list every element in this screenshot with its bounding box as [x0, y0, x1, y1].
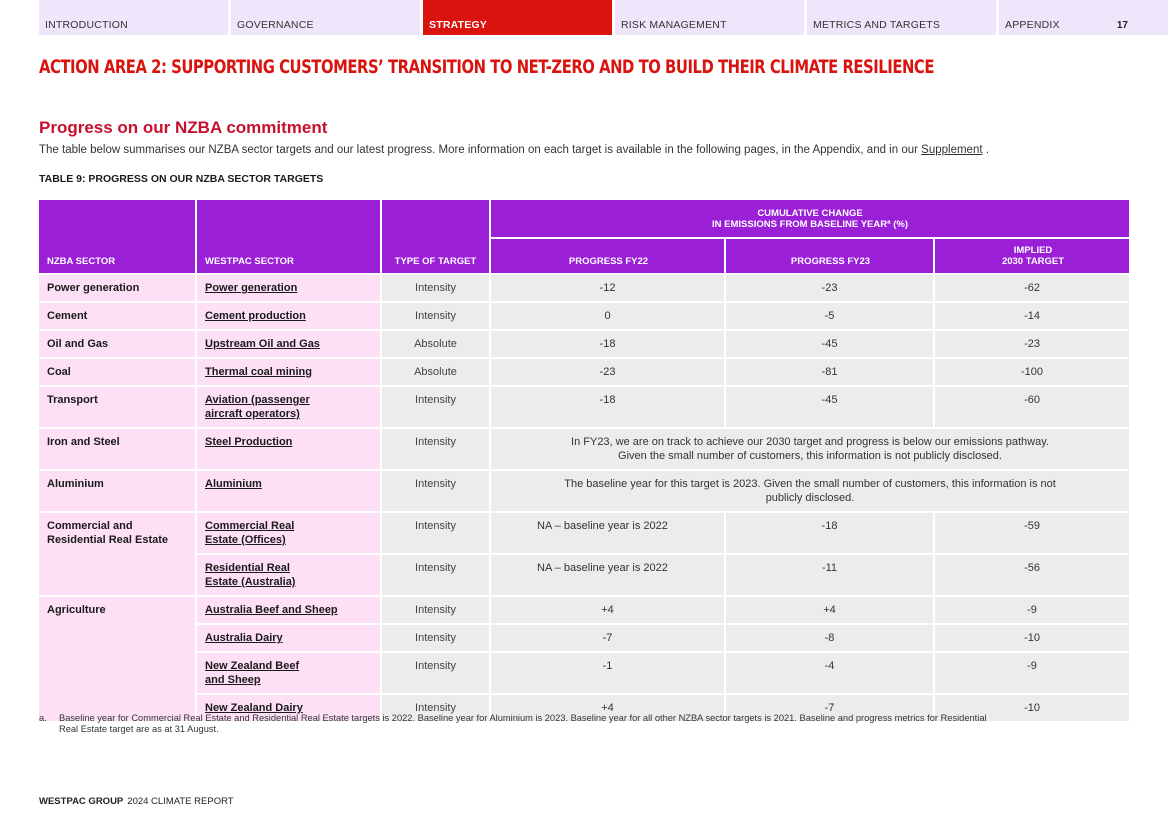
westpac-sector-label-line2: Estate (Australia)	[205, 576, 296, 588]
target-type-cell: Intensity	[382, 303, 489, 329]
nzba-sector-cell: Transport	[39, 387, 195, 427]
westpac-sector-label: Steel Production	[205, 436, 293, 448]
nzba-sector-cell: Agriculture	[39, 597, 195, 721]
fy23-cell: -45	[726, 387, 933, 427]
target-2030-cell: -59	[935, 513, 1129, 553]
disclosure-note-line1: In FY23, we are on track to achieve our 2030 target and progress is below our emissions pathway.	[571, 436, 1049, 448]
section-title: Progress on our NZBA commitment	[39, 118, 328, 137]
intro-end: .	[985, 144, 989, 156]
westpac-sector-link[interactable]	[197, 387, 380, 427]
target-2030-cell: -100	[935, 359, 1129, 385]
westpac-sector-link[interactable]	[197, 625, 380, 651]
table-title: TABLE 9: PROGRESS ON OUR NZBA SECTOR TARGETS	[39, 173, 324, 185]
nzba-targets-table	[37, 198, 1131, 723]
supplement-link[interactable]: Supplement	[921, 144, 983, 156]
header-progress-fy23: PROGRESS FY23	[726, 239, 933, 273]
fy22-cell: -12	[491, 275, 724, 301]
westpac-sector-label-line1: Residential Real	[205, 562, 290, 574]
fy23-cell: +4	[726, 597, 933, 623]
westpac-sector-label-line1: Aviation (passenger	[205, 394, 310, 406]
tab-risk-management[interactable]: RISK MANAGEMENT	[615, 0, 804, 35]
tab-strategy[interactable]: STRATEGY	[423, 0, 612, 35]
westpac-sector-label: Power generation	[205, 282, 298, 294]
westpac-sector-label: Australia Dairy	[205, 632, 283, 644]
fy23-cell: -7	[726, 695, 933, 721]
fy22-cell: NA – baseline year is 2022	[491, 555, 724, 595]
westpac-sector-label: Aluminium	[205, 478, 262, 490]
table-row	[39, 331, 1129, 357]
nzba-sector-line2: Residential Real Estate	[47, 534, 169, 546]
fy22-cell: -18	[491, 387, 724, 427]
westpac-sector-label-line2: Estate (Offices)	[205, 534, 286, 546]
target-type-cell: Intensity	[382, 625, 489, 651]
nzba-sector-cell: Coal	[39, 359, 195, 385]
header-implied-line2: 2030 TARGET	[1001, 256, 1065, 267]
fy23-cell: -4	[726, 653, 933, 693]
fy23-cell: -8	[726, 625, 933, 651]
table-row	[39, 275, 1129, 301]
header-progress-fy22: PROGRESS FY22	[491, 239, 724, 273]
westpac-sector-label-line2: aircraft operators)	[205, 408, 300, 420]
target-2030-cell: -9	[935, 597, 1129, 623]
nzba-sector-cell: Aluminium	[39, 471, 195, 511]
table-row	[39, 429, 1129, 469]
target-type-cell: Absolute	[382, 359, 489, 385]
action-area-title: ACTION AREA 2: SUPPORTING CUSTOMERS’ TRANSITION TO NET-ZERO AND TO BUILD THEIR CLIMATE RESILIENCE	[39, 56, 934, 78]
westpac-sector-label-line2: and Sheep	[205, 674, 261, 686]
target-type-cell: Absolute	[382, 331, 489, 357]
table-row	[39, 625, 1129, 651]
target-type-cell: Intensity	[382, 513, 489, 553]
target-type-cell: Intensity	[382, 275, 489, 301]
intro-text: The table below summarises our NZBA sector targets and our latest progress. More information on each target is available in the following pages, in the Appendix, and in our	[39, 144, 918, 156]
fy22-cell: -23	[491, 359, 724, 385]
westpac-sector-label: Thermal coal mining	[205, 366, 312, 378]
disclosure-note-line2: publicly disclosed.	[765, 492, 855, 504]
westpac-sector-label: Australia Beef and Sheep	[205, 604, 338, 616]
nzba-sector-cell	[39, 513, 195, 595]
tab-metrics-and-targets[interactable]: METRICS AND TARGETS	[807, 0, 996, 35]
westpac-sector-link[interactable]	[197, 471, 380, 511]
table-row	[39, 387, 1129, 427]
fy22-cell: NA – baseline year is 2022	[491, 513, 724, 553]
nzba-sector-cell: Cement	[39, 303, 195, 329]
disclosure-note-line2: Given the small number of customers, this information is not publicly disclosed.	[618, 450, 1002, 462]
target-2030-cell: -56	[935, 555, 1129, 595]
target-2030-cell: -62	[935, 275, 1129, 301]
fy22-cell: 0	[491, 303, 724, 329]
header-implied-line1: IMPLIED	[1013, 245, 1053, 256]
westpac-sector-label: New Zealand Dairy	[205, 702, 303, 714]
table-row	[39, 513, 1129, 553]
fy22-cell: -18	[491, 331, 724, 357]
table-row	[39, 471, 1129, 511]
header-nzba-sector: NZBA SECTOR	[39, 200, 195, 273]
tab-appendix[interactable]: APPENDIX	[999, 0, 1168, 35]
fy22-cell: +4	[491, 597, 724, 623]
header-implied-2030-target	[935, 239, 1129, 273]
westpac-sector-link[interactable]	[197, 303, 380, 329]
fy23-cell: -45	[726, 331, 933, 357]
westpac-sector-label: Upstream Oil and Gas	[205, 338, 320, 350]
header-cumulative-line1: CUMULATIVE CHANGE	[757, 207, 863, 219]
header-cumulative-change	[491, 200, 1129, 237]
fy23-cell: -23	[726, 275, 933, 301]
table-row	[39, 303, 1129, 329]
footer-brand: WESTPAC GROUP	[39, 796, 124, 807]
footnote-marker: a.	[39, 713, 47, 723]
westpac-sector-link[interactable]	[197, 513, 380, 553]
westpac-sector-link[interactable]	[197, 555, 380, 595]
target-2030-cell: -23	[935, 331, 1129, 357]
table-row	[39, 359, 1129, 385]
table-row	[39, 597, 1129, 623]
target-type-cell: Intensity	[382, 429, 489, 469]
westpac-sector-label: Cement production	[205, 310, 306, 322]
target-2030-cell: -14	[935, 303, 1129, 329]
fy23-cell: -18	[726, 513, 933, 553]
header-type-of-target: TYPE OF TARGET	[382, 200, 489, 273]
nzba-sector-line1: Commercial and	[47, 520, 133, 532]
westpac-sector-link[interactable]	[197, 653, 380, 693]
westpac-sector-link[interactable]	[197, 331, 380, 357]
westpac-sector-label-line1: New Zealand Beef	[205, 660, 300, 672]
table-row	[39, 555, 1129, 595]
tab-governance[interactable]: GOVERNANCE	[231, 0, 420, 35]
target-2030-cell: -9	[935, 653, 1129, 693]
target-type-cell: Intensity	[382, 387, 489, 427]
tab-introduction[interactable]: INTRODUCTION	[39, 0, 228, 35]
header-cumulative-line2: IN EMISSIONS FROM BASELINE YEARª (%)	[712, 218, 909, 230]
target-2030-cell: -10	[935, 625, 1129, 651]
header-westpac-sector: WESTPAC SECTOR	[197, 200, 380, 273]
nzba-sector-cell: Iron and Steel	[39, 429, 195, 469]
intro-paragraph	[39, 144, 989, 156]
target-type-cell: Intensity	[382, 653, 489, 693]
table-footnote	[39, 713, 1129, 735]
westpac-sector-link[interactable]	[197, 359, 380, 385]
westpac-sector-link[interactable]	[197, 275, 380, 301]
target-type-cell: Intensity	[382, 471, 489, 511]
target-type-cell: Intensity	[382, 695, 489, 721]
fy22-cell: -1	[491, 653, 724, 693]
disclosure-note-cell	[491, 471, 1129, 511]
nzba-sector-cell: Power generation	[39, 275, 195, 301]
table-row	[39, 653, 1129, 693]
westpac-sector-label-line1: Commercial Real	[205, 520, 295, 532]
westpac-sector-link[interactable]	[197, 429, 380, 469]
page-number: 17	[1116, 20, 1128, 31]
fy23-cell: -5	[726, 303, 933, 329]
fy23-cell: -81	[726, 359, 933, 385]
footnote-line2: Real Estate target are as at 31 August.	[59, 724, 219, 734]
fy22-cell: -7	[491, 625, 724, 651]
disclosure-note-cell	[491, 429, 1129, 469]
target-2030-cell: -10	[935, 695, 1129, 721]
target-type-cell: Intensity	[382, 555, 489, 595]
top-navigation	[39, 0, 1168, 35]
fy23-cell: -11	[726, 555, 933, 595]
footnote-line1: Baseline year for Commercial Real Estate and Residential Real Estate targets is 2022. Baseline year for Aluminium is 2023. Baseline year for all other NZBA sector targets is 2021. Baseline and progress metrics for Residential	[59, 713, 987, 723]
nzba-sector-cell: Oil and Gas	[39, 331, 195, 357]
footer-report-name: 2024 CLIMATE REPORT	[127, 796, 234, 807]
footnote-body	[59, 713, 987, 735]
disclosure-note-line1: The baseline year for this target is 2023. Given the small number of customers, this information is not	[564, 478, 1056, 490]
westpac-sector-link[interactable]	[197, 597, 380, 623]
target-2030-cell: -60	[935, 387, 1129, 427]
page-footer	[39, 796, 234, 807]
target-type-cell: Intensity	[382, 597, 489, 623]
fy22-cell: +4	[491, 695, 724, 721]
